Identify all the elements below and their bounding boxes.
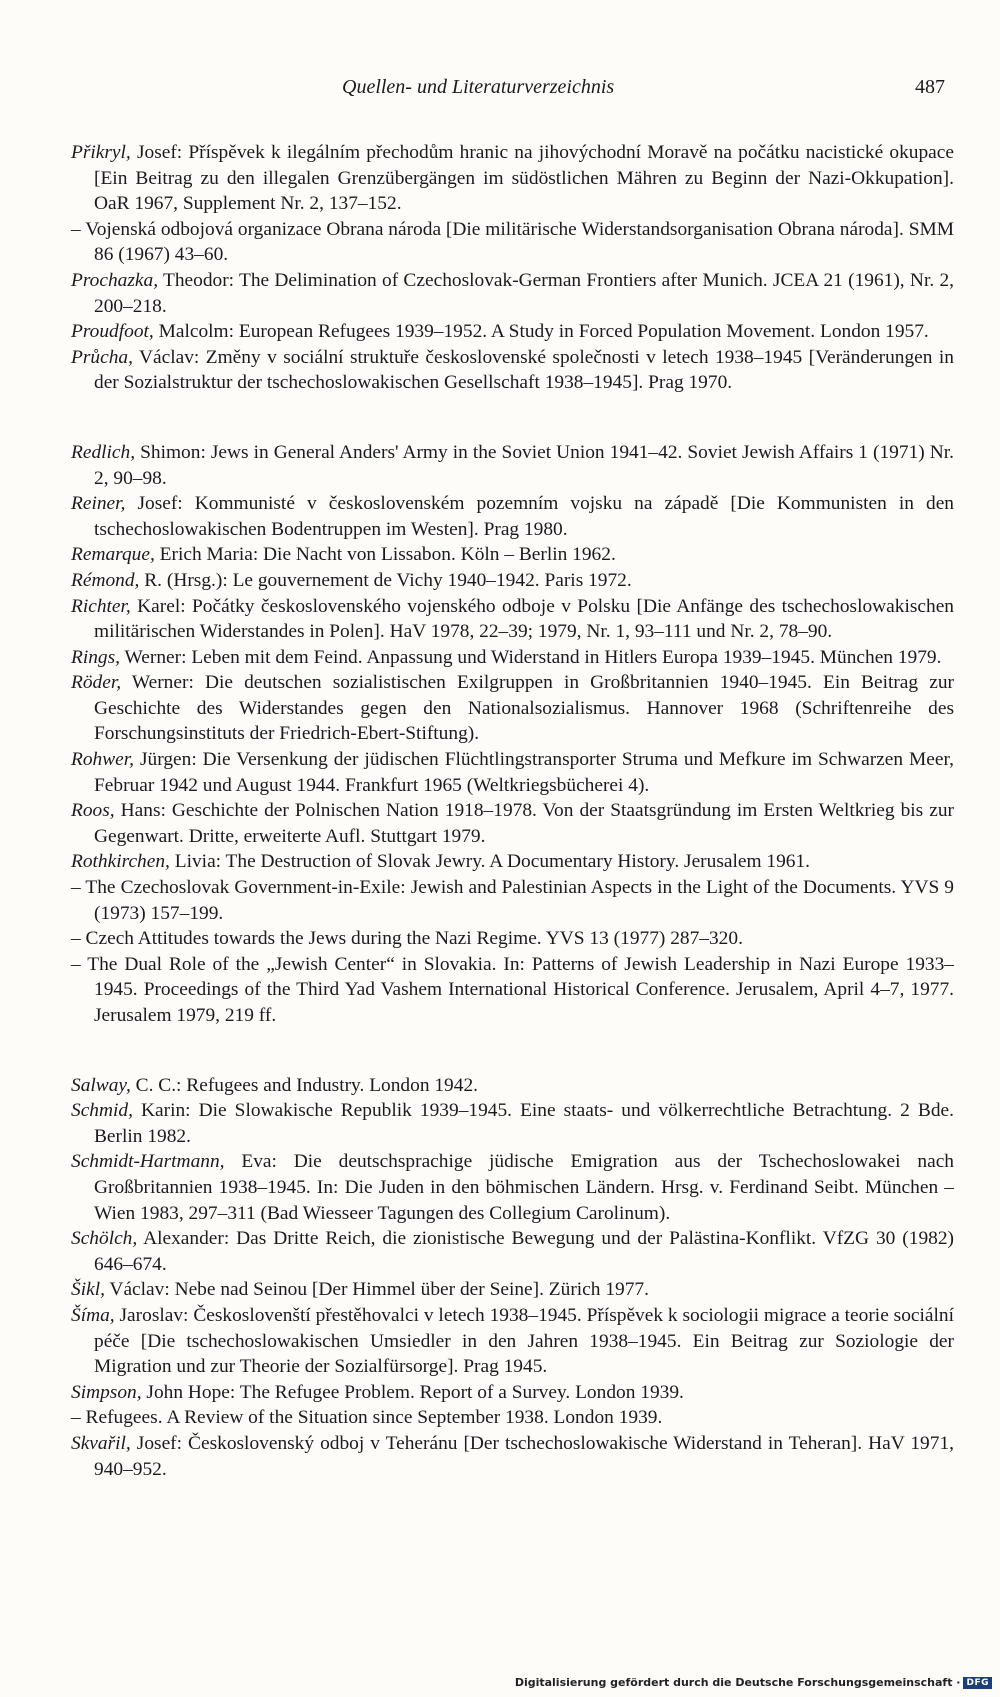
entry-text: – Refugees. A Review of the Situation since September 1938. London 1939. xyxy=(71,1407,663,1429)
bibliography-entry xyxy=(71,798,954,849)
entry-text: Shimon: Jews in General Anders' Army in the Soviet Union 1941–42. Soviet Jewish Affairs 1 (1971) Nr. 2, 90–98. xyxy=(94,441,954,489)
entry-text: Theodor: The Delimination of Czechoslovak-German Frontiers after Munich. JCEA 21 (1961), Nr. 2, 200–218. xyxy=(94,269,954,317)
entry-text: R. (Hrsg.): Le gouvernement de Vichy 1940–1942. Paris 1972. xyxy=(139,569,632,591)
bibliography-entry xyxy=(71,217,954,268)
bibliography-entry xyxy=(71,1277,954,1303)
bibliography-entry xyxy=(71,875,954,926)
bibliography-entry xyxy=(71,1303,954,1380)
entry-author: Schölch, xyxy=(71,1228,138,1250)
entry-author: Rohwer, xyxy=(71,749,135,771)
entry-text: Václav: Nebe nad Seinou [Der Himmel über der Seine]. Zürich 1977. xyxy=(104,1279,649,1301)
entry-author: Průcha, xyxy=(71,346,133,368)
bibliography-entry xyxy=(71,319,954,345)
bibliography-entry xyxy=(71,1431,954,1482)
entry-text: C. C.: Refugees and Industry. London 1942. xyxy=(130,1074,478,1096)
entry-text: – The Dual Role of the „Jewish Center“ in Slovakia. In: Patterns of Jewish Leadership in Nazi Europe 1933–1945. Proceedings of the Third Yad Vashem International Historical Conference. Jerusalem, April 4–7, 1977. Jerusalem 1979, 219 ff. xyxy=(71,953,954,1026)
entry-text: Malcolm: European Refugees 1939–1952. A Study in Forced Population Movement. London 1957. xyxy=(153,321,929,343)
entry-author: Richter, xyxy=(71,595,131,617)
entry-text: Karel: Počátky československého vojenského odboje v Polsku [Die Anfänge des tschechoslowakischen militärischen Widerstandes in Polen]. HaV 1978, 22–39; 1979, Nr. 1, 93–111 und Nr. 2, 78–90. xyxy=(94,595,954,643)
bibliography-entry xyxy=(71,849,954,875)
bibliography-entry xyxy=(71,140,954,217)
entry-author: Schmid, xyxy=(71,1100,133,1122)
entry-text: John Hope: The Refugee Problem. Report of a Survey. London 1939. xyxy=(141,1381,684,1403)
bibliography-entry xyxy=(71,345,954,396)
entry-author: Salway, xyxy=(71,1074,131,1096)
bibliography-entry xyxy=(71,926,954,952)
entry-author: Šikl, xyxy=(71,1279,105,1301)
bibliography-entry xyxy=(71,645,954,671)
dfg-logo: DFG xyxy=(963,1677,992,1689)
bibliography-entry xyxy=(71,1405,954,1431)
bibliography-entry xyxy=(71,1226,954,1277)
entry-author: Rémond, xyxy=(71,569,140,591)
page-number: 487 xyxy=(915,76,945,98)
entry-text: Erich Maria: Die Nacht von Lissabon. Köln – Berlin 1962. xyxy=(154,544,616,566)
group-separator xyxy=(71,396,954,440)
entry-author: Reiner, xyxy=(71,493,126,515)
entry-text: Livia: The Destruction of Slovak Jewry. A Documentary History. Jerusalem 1961. xyxy=(169,851,811,873)
entry-text: Karin: Die Slowakische Republik 1939–1945. Eine staats- und völkerrechtliche Betrachtung. 2 Bde. Berlin 1982. xyxy=(94,1100,954,1147)
entry-author: Roos, xyxy=(71,800,115,822)
entry-author: Rings, xyxy=(71,646,121,668)
bibliography-entry xyxy=(71,542,954,568)
entry-author: Simpson, xyxy=(71,1381,142,1403)
entry-text: Václav: Změny v sociální struktuře československé společnosti v letech 1938–1945 [Veränderungen in der Sozialstruktur der tschechoslowakischen Gesellschaft 1938–1945]. Prag 1970. xyxy=(94,346,954,394)
digitization-footer xyxy=(515,1676,992,1689)
entry-author: Rothkirchen, xyxy=(71,851,170,873)
bibliography-entry xyxy=(71,1098,954,1149)
bibliography-entry xyxy=(71,1149,954,1226)
bibliography-entry xyxy=(71,440,954,491)
entry-text: Josef: Československý odboj v Teheránu [Der tschechoslowakische Widerstand in Teheran]. HaV 1971, 940–952. xyxy=(94,1432,954,1480)
entry-text: Hans: Geschichte der Polnischen Nation 1918–1978. Von der Staatsgründung im Ersten Weltkrieg bis zur Gegenwart. Dritte, erweiterte Aufl. Stuttgart 1979. xyxy=(94,800,954,847)
entry-text: Werner: Die deutschen sozialistischen Exilgruppen in Großbritannien 1940–1945. Ein Beitrag zur Geschichte des Widerstandes gegen den Nationalsozialismus. Hannover 1968 (Schriftenreihe des Forschungsinstituts der Friedrich-Ebert-Stiftung). xyxy=(94,672,954,745)
entry-author: Röder, xyxy=(71,672,122,694)
bibliography-entry xyxy=(71,491,954,542)
entry-author: Redlich, xyxy=(71,441,136,463)
entry-text: – Czech Attitudes towards the Jews during the Nazi Regime. YVS 13 (1977) 287–320. xyxy=(71,928,743,950)
bibliography-entry xyxy=(71,594,954,645)
entry-text: Eva: Die deutschsprachige jüdische Emigration aus der Tschechoslowakei nach Großbritannien 1938–1945. In: Die Juden in den böhmischen Ländern. Hrsg. v. Ferdinand Seibt. München – Wien 1983, 297–311 (Bad Wiesseer Tagungen des Collegium Carolinum). xyxy=(94,1151,954,1224)
group-separator xyxy=(71,1029,954,1073)
bibliography-entry xyxy=(71,952,954,1029)
entry-author: Šíma, xyxy=(71,1304,115,1326)
bibliography xyxy=(71,140,954,1482)
entry-text: Werner: Leben mit dem Feind. Anpassung und Widerstand in Hitlers Europa 1939–1945. München 1979. xyxy=(120,646,942,668)
entry-text: Alexander: Das Dritte Reich, die zionistische Bewegung und der Palästina-Konflikt. VfZG 30 (1982) 646–674. xyxy=(94,1228,954,1275)
entry-author: Prochazka, xyxy=(71,269,159,291)
entry-text: – Vojenská odbojová organizace Obrana národa [Die militärische Widerstandsorganisation Obrana národa]. SMM 86 (1967) 43–60. xyxy=(71,218,954,266)
entry-author: Schmidt-Hartmann, xyxy=(71,1151,225,1173)
bibliography-entry xyxy=(71,747,954,798)
bibliography-entry xyxy=(71,568,954,594)
entry-author: Skvařil, xyxy=(71,1432,131,1454)
footer-text: Digitalisierung gefördert durch die Deutsche Forschungsgemeinschaft · xyxy=(514,1676,961,1689)
entry-author: Přikryl, xyxy=(71,142,131,163)
running-title: Quellen- und Literaturverzeichnis xyxy=(342,76,615,98)
entry-text: Josef: Kommunisté v československém pozemním vojsku na západě [Die Kommunisten in den tschechoslowakischen Bodentruppen im Westen]. Prag 1980. xyxy=(94,493,954,540)
bibliography-entry xyxy=(71,1380,954,1406)
entry-text: – The Czechoslovak Government-in-Exile: Jewish and Palestinian Aspects in the Light of the Documents. YVS 9 (1973) 157–199. xyxy=(71,877,954,924)
entry-author: Proudfoot, xyxy=(71,321,154,343)
bibliography-entry xyxy=(71,1073,954,1099)
entry-text: Jaroslav: Českoslovenští přestěhovalci v letech 1938–1945. Příspěvek k sociologii migrace a teorie sociální péče [Die tschechoslowakischen Umsiedler in den Jahren 1938–1945. Ein Beitrag zur Soziologie der Migration und zur Theorie der Sozialfürsorge]. Prag 1945. xyxy=(94,1304,954,1378)
bibliography-entry xyxy=(71,268,954,319)
entry-text: Jürgen: Die Versenkung der jüdischen Flüchtlingstransporter Struma und Mefkure im Schwarzen Meer, Februar 1942 und August 1944. Frankfurt 1965 (Weltkriegsbücherei 4). xyxy=(94,749,954,796)
running-head xyxy=(0,76,1000,106)
bibliography-entry xyxy=(71,670,954,747)
entry-text: Josef: Příspěvek k ilegálním přechodům hranic na jihovýchodní Moravě na počátku nacistické okupace [Ein Beitrag zu den illegalen Grenzübergängen im südöstlichen Mähren zu Beginn der Nazi-Okkupation]. OaR 1967, Supplement Nr. 2, 137–152. xyxy=(94,142,954,215)
entry-author: Remarque, xyxy=(71,544,155,566)
